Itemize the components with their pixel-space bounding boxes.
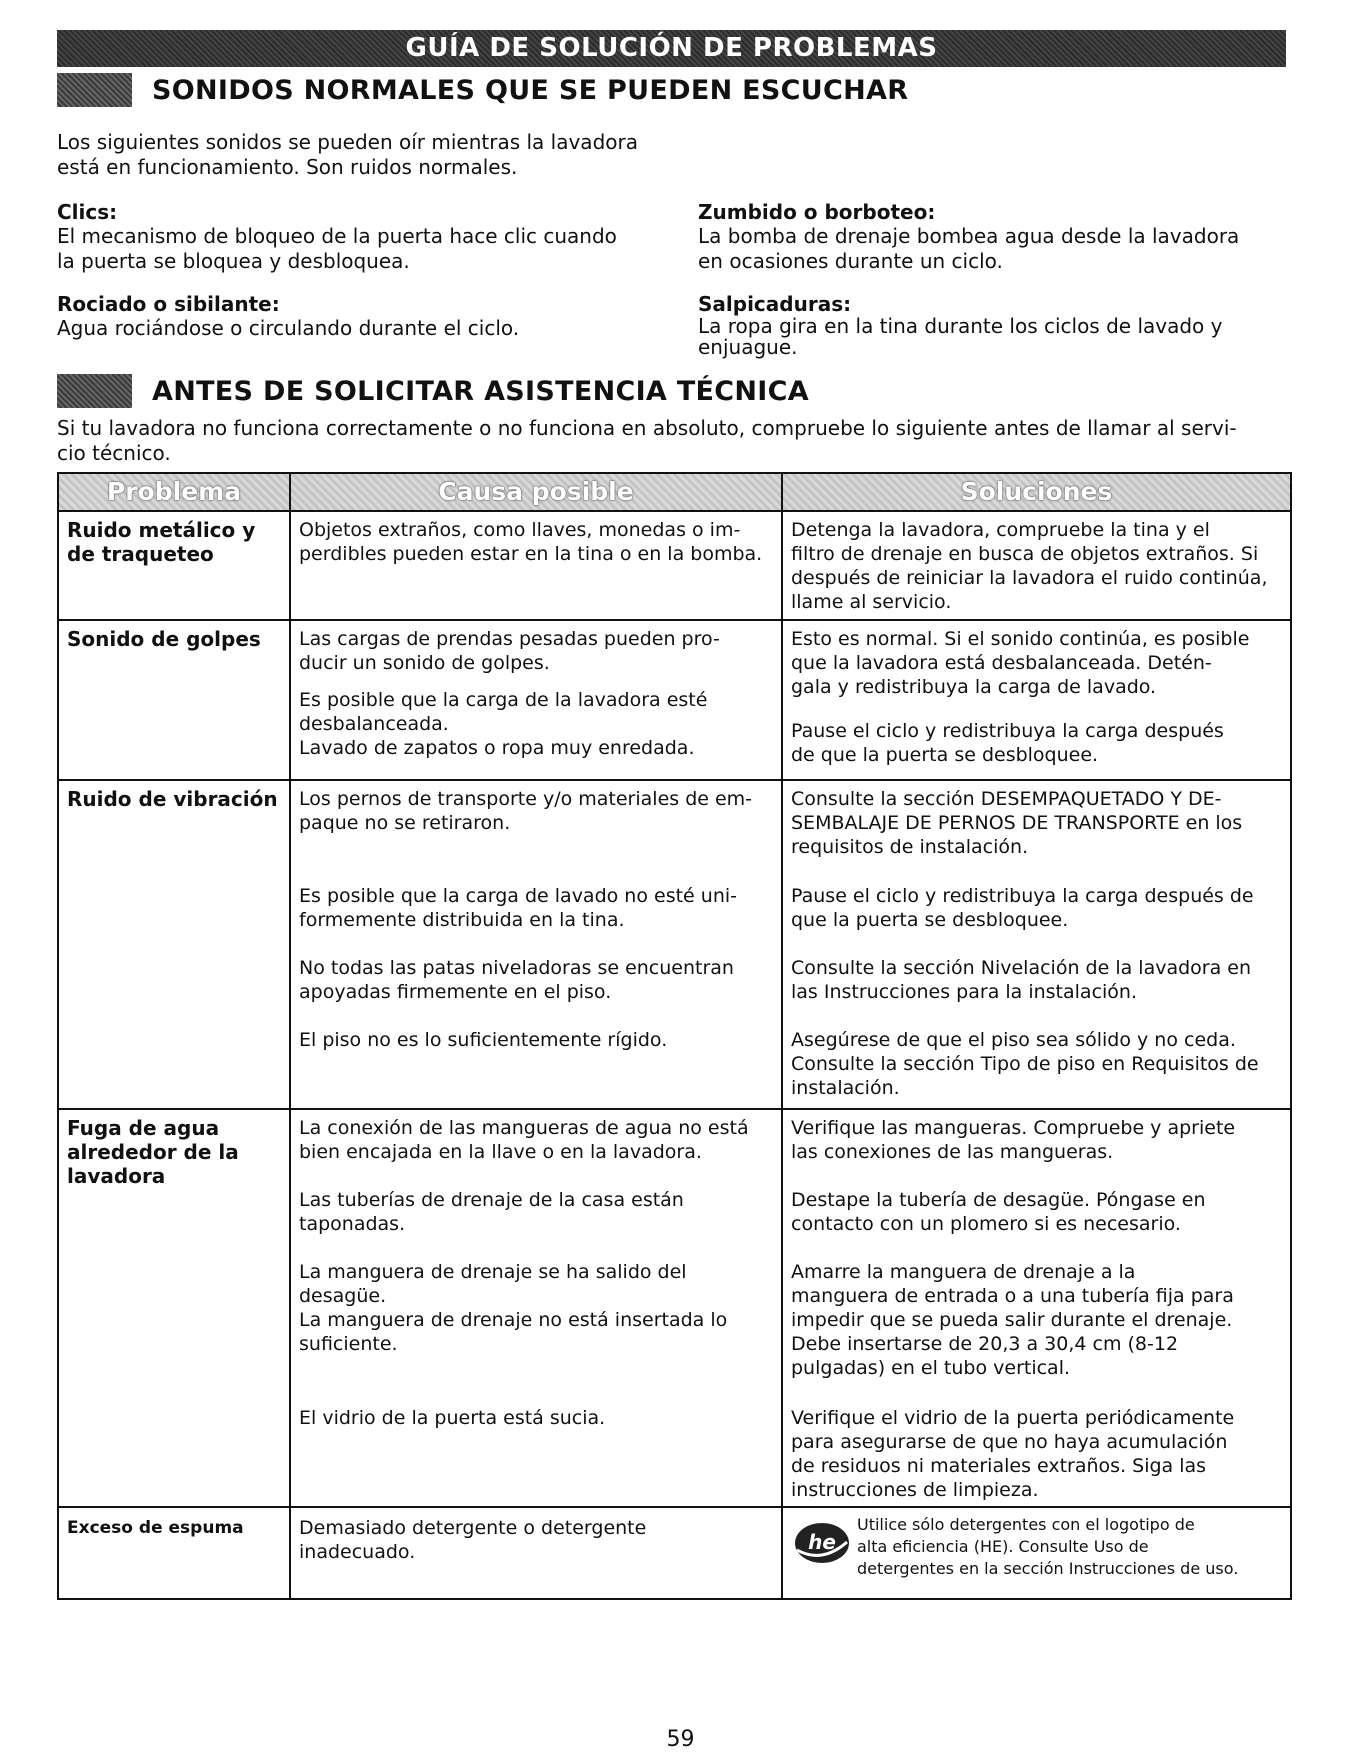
- page-banner: GUÍA DE SOLUCIÓN DE PROBLEMAS: [57, 30, 1286, 67]
- problem-thumping: Sonido de golpes: [67, 627, 261, 651]
- cause-text: El piso no es lo suficientemente rígido.: [299, 1029, 668, 1051]
- row-divider: [59, 1108, 1290, 1110]
- solution-text: Verifique las mangueras. Compruebe y apriete las conexiones de las mangueras.: [791, 1117, 1236, 1163]
- he-logo-icon: [793, 1520, 851, 1566]
- page-number: 59: [666, 1727, 695, 1752]
- cause-text: Los pernos de transporte y/o materiales de em- paque no se retiraron.: [299, 788, 753, 834]
- problem-excess-foam: Exceso de espuma: [67, 1518, 244, 1538]
- solution-text: Asegúrese de que el piso sea sólido y no ceda. Consulte la sección Tipo de piso en Requisitos de instalación.: [791, 1029, 1259, 1099]
- table-header: [59, 474, 1290, 512]
- column-divider: [781, 474, 783, 1598]
- row-divider: [59, 779, 1290, 781]
- solution-text: Consulte la sección DESEMPAQUETADO Y DE- SEMBALAJE DE PERNOS DE TRANSPORTE en los requisitos de instalación.: [791, 788, 1243, 858]
- cause-text: Es posible que la carga de la lavadora esté desbalanceada. Lavado de zapatos o ropa muy enredada.: [299, 689, 708, 759]
- header-problem: Problema: [106, 477, 242, 506]
- problem-water-leak: Fuga de agua alrededor de la lavadora: [67, 1116, 239, 1188]
- cause-text: No todas las patas niveladoras se encuentran apoyadas firmemente en el piso.: [299, 957, 734, 1003]
- column-divider: [289, 474, 291, 1598]
- row-divider: [59, 619, 1290, 621]
- solution-text: Destape la tubería de desagüe. Póngase en contacto con un plomero si es necesario.: [791, 1189, 1206, 1235]
- solution-text: Utilice sólo detergentes con el logotipo de alta eficiencia (HE). Consulte Uso de detergentes en la sección Instrucciones de uso.: [857, 1515, 1239, 1578]
- section-marker: [57, 73, 132, 107]
- problem-metallic-noise: Ruido metálico y de traqueteo: [67, 518, 256, 566]
- cause-text: La conexión de las mangueras de agua no está bien encajada en la llave o en la lavadora.: [299, 1117, 749, 1163]
- section-before-service-heading: [57, 373, 809, 409]
- cause-text: El vidrio de la puerta está sucia.: [299, 1407, 606, 1429]
- solution-text: Pause el ciclo y redistribuya la carga después de que la puerta se desbloquee.: [791, 720, 1224, 766]
- header-solutions: Soluciones: [960, 477, 1113, 506]
- solution-text: Esto es normal. Si el sonido continúa, es posible que la lavadora está desbalanceada. Detén- gala y redistribuya la carga de lavado.: [791, 628, 1250, 698]
- cause-text: Objetos extraños, como llaves, monedas o im- perdibles pueden estar en la tina o en la bomba.: [299, 519, 763, 565]
- section-marker: [57, 374, 132, 408]
- solution-text: Pause el ciclo y redistribuya la carga después de que la puerta se desbloquee.: [791, 885, 1254, 931]
- cause-text: Las tuberías de drenaje de la casa están taponadas.: [299, 1189, 684, 1235]
- section1-intro: Los siguientes sonidos se pueden oír mientras la lavadora está en funcionamiento. Son ruidos normales.: [57, 130, 638, 179]
- section2-intro: Si tu lavadora no funciona correctamente o no funciona en absoluto, compruebe lo siguiente antes de llamar al servi- cio técnico.: [57, 416, 1237, 465]
- sound-item-clicks: Clics: El mecanismo de bloqueo de la puerta hace clic cuando la puerta se bloquea y desbloquea.: [57, 200, 617, 273]
- troubleshooting-table: [57, 472, 1292, 1600]
- sound-item-humming: Zumbido o borboteo: La bomba de drenaje bombea agua desde la lavadora en ocasiones durante un ciclo.: [698, 200, 1240, 273]
- cause-text: Demasiado detergente o detergente inadecuado.: [299, 1517, 647, 1563]
- solution-text: Amarre la manguera de drenaje a la manguera de entrada o a una tubería fija para impedir que se pueda salir durante el drenaje. Debe insertarse de 20,3 a 30,4 cm (8-12 pulgadas) en el tubo vertical.: [791, 1261, 1234, 1379]
- solution-text: Detenga la lavadora, compruebe la tina y el filtro de drenaje en busca de objetos extraños. Si después de reiniciar la lavadora el ruido continúa, llame al servicio.: [791, 519, 1268, 613]
- solution-text: Verifique el vidrio de la puerta periódicamente para asegurarse de que no haya acumulación de residuos ni materiales extraños. Siga las instrucciones de limpieza.: [791, 1407, 1235, 1501]
- cause-text: Es posible que la carga de lavado no esté uni- formemente distribuida en la tina.: [299, 885, 737, 931]
- solution-text: Consulte la sección Nivelación de la lavadora en las Instrucciones para la instalación.: [791, 957, 1252, 1003]
- header-cause: Causa posible: [438, 477, 634, 506]
- he-logo-text: he: [808, 1530, 836, 1554]
- problem-vibration: Ruido de vibración: [67, 787, 278, 811]
- section-title: SONIDOS NORMALES QUE SE PUEDEN ESCUCHAR: [152, 74, 909, 106]
- section-title: ANTES DE SOLICITAR ASISTENCIA TÉCNICA: [152, 375, 809, 407]
- cause-text: Las cargas de prendas pesadas pueden pro- ducir un sonido de golpes.: [299, 628, 720, 674]
- cause-text: La manguera de drenaje se ha salido del desagüe. La manguera de drenaje no está insertada lo suficiente.: [299, 1261, 728, 1355]
- sound-item-spraying: Rociado o sibilante: Agua rociándose o circulando durante el ciclo.: [57, 292, 520, 340]
- row-divider: [59, 1506, 1290, 1508]
- sound-item-splashing: Salpicaduras: La ropa gira en la tina durante los ciclos de lavado y enjuague.: [698, 292, 1223, 359]
- section-normal-sounds-heading: [57, 72, 908, 108]
